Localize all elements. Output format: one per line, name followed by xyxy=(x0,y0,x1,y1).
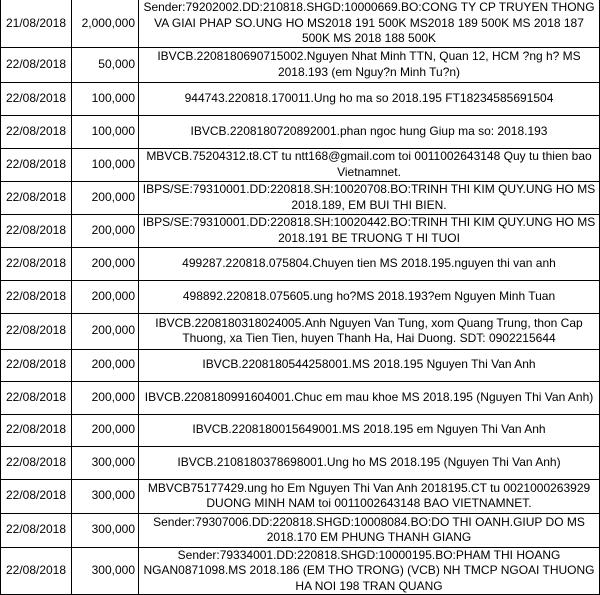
table-row xyxy=(1,148,600,181)
amount-cell: 200,000 xyxy=(72,349,139,381)
description-cell: IBPS/SE:79310001.DD:220818.SH:10020708.BO:TRINH THI KIM QUY.UNG HO MS 2018.189, EM BUI THI BIEN. xyxy=(139,181,600,214)
amount-cell: 200,000 xyxy=(72,414,139,446)
description-cell: 499287.220818.075804.Chuyen tien MS 2018.195.nguyen thi van anh xyxy=(139,247,600,280)
amount-cell: 100,000 xyxy=(72,82,139,115)
table-row xyxy=(1,247,600,280)
date-cell: 22/08/2018 xyxy=(1,313,72,349)
description-cell: IBVCB.2208180544258001.MS 2018.195 Nguyen Thi Van Anh xyxy=(139,349,600,381)
description-cell: Sender:79202002.DD:210818.SHGD:10000669.BO:CONG TY CP TRUYEN THONG VA GIAI PHAP SO.UNG HO MS2018 191 500K MS2018 189 500K MS 2018 187 500K MS 2018 188 500K xyxy=(139,0,600,47)
date-cell: 22/08/2018 xyxy=(1,280,72,313)
date-cell: 22/08/2018 xyxy=(1,381,72,414)
amount-cell: 200,000 xyxy=(72,313,139,349)
table-row xyxy=(1,280,600,313)
table-row xyxy=(1,115,600,148)
table-row xyxy=(1,0,600,47)
date-cell: 22/08/2018 xyxy=(1,82,72,115)
amount-cell: 100,000 xyxy=(72,115,139,148)
date-cell: 22/08/2018 xyxy=(1,115,72,148)
date-cell: 22/08/2018 xyxy=(1,547,72,595)
amount-cell: 200,000 xyxy=(72,247,139,280)
description-cell: IBVCB.2208180991604001.Chuc em mau khoe MS 2018.195 (Nguyen Thi Van Anh) xyxy=(139,381,600,414)
table-row xyxy=(1,513,600,547)
table-row xyxy=(1,349,600,381)
description-cell: IBPS/SE:79310001.DD:220818.SH:10020442.BO:TRINH THI KIM QUY.UNG HO MS 2018.191 BE TRUONG T HI TUOI xyxy=(139,214,600,247)
amount-cell: 200,000 xyxy=(72,381,139,414)
table-row xyxy=(1,414,600,446)
table-row xyxy=(1,547,600,595)
table-row xyxy=(1,181,600,214)
amount-cell: 200,000 xyxy=(72,214,139,247)
date-cell: 22/08/2018 xyxy=(1,513,72,547)
amount-cell: 100,000 xyxy=(72,148,139,181)
description-cell: IBVCB.2208180318024005.Anh Nguyen Van Tung, xom Quang Trung, thon Cap Thuong, xa Tien Tien, huyen Thanh Ha, Hai Duong. SDT: 0902215644 xyxy=(139,313,600,349)
table-row xyxy=(1,479,600,513)
table-row xyxy=(1,313,600,349)
amount-cell: 2,000,000 xyxy=(72,0,139,47)
description-cell: IBVCB.2208180015649001.MS 2018.195 em Nguyen Thi Van Anh xyxy=(139,414,600,446)
description-cell: MBVCB75177429.ung ho Em Nguyen Thi Van Anh 2018195.CT tu 0021000263929 DUONG MINH NAM toi 0011002643148 BAO VIETNAMNET. xyxy=(139,479,600,513)
date-cell: 22/08/2018 xyxy=(1,247,72,280)
date-cell: 22/08/2018 xyxy=(1,479,72,513)
description-cell: 498892.220818.075605.ung ho?MS 2018.193?em Nguyen Minh Tuan xyxy=(139,280,600,313)
amount-cell: 200,000 xyxy=(72,181,139,214)
amount-cell: 300,000 xyxy=(72,479,139,513)
description-cell: 944743.220818.170011.Ung ho ma so 2018.195 FT18234585691504 xyxy=(139,82,600,115)
table-row xyxy=(1,214,600,247)
table-row xyxy=(1,446,600,479)
amount-cell: 300,000 xyxy=(72,547,139,595)
date-cell: 22/08/2018 xyxy=(1,349,72,381)
table-row xyxy=(1,47,600,82)
table-row xyxy=(1,381,600,414)
description-cell: MBVCB.75204312.t8.CT tu ntt168@gmail.com toi 0011002643148 Quy tu thien bao Vietnamnet. xyxy=(139,148,600,181)
description-cell: IBVCB.2108180378698001.Ung ho MS 2018.195 (Nguyen Thi Van Anh) xyxy=(139,446,600,479)
date-cell: 22/08/2018 xyxy=(1,181,72,214)
amount-cell: 200,000 xyxy=(72,280,139,313)
table-row xyxy=(1,82,600,115)
amount-cell: 300,000 xyxy=(72,446,139,479)
description-cell: Sender:79307006.DD:220818.SHGD:10008084.BO:DO THI OANH.GIUP DO MS 2018.170 EM PHUNG THANH GIANG xyxy=(139,513,600,547)
date-cell: 22/08/2018 xyxy=(1,214,72,247)
date-cell: 22/08/2018 xyxy=(1,148,72,181)
date-cell: 22/08/2018 xyxy=(1,446,72,479)
amount-cell: 300,000 xyxy=(72,513,139,547)
description-cell: IBVCB.2208180720892001.phan ngoc hung Giup ma so: 2018.193 xyxy=(139,115,600,148)
amount-cell: 50,000 xyxy=(72,47,139,82)
date-cell: 22/08/2018 xyxy=(1,414,72,446)
date-cell: 22/08/2018 xyxy=(1,47,72,82)
date-cell: 21/08/2018 xyxy=(1,0,72,47)
description-cell: IBVCB.2208180690715002.Nguyen Nhat Minh TTN, Quan 12, HCM ?ng h? MS 2018.193 (em Nguy?n Minh Tu?n) xyxy=(139,47,600,82)
description-cell: Sender:79334001.DD:220818.SHGD:10000195.BO:PHAM THI HOANG NGAN0871098.MS 2018.186 (EM THO TRONG) (VCB) NH TMCP NGOAI THUONG HA NOI 198 TRAN QUANG xyxy=(139,547,600,595)
